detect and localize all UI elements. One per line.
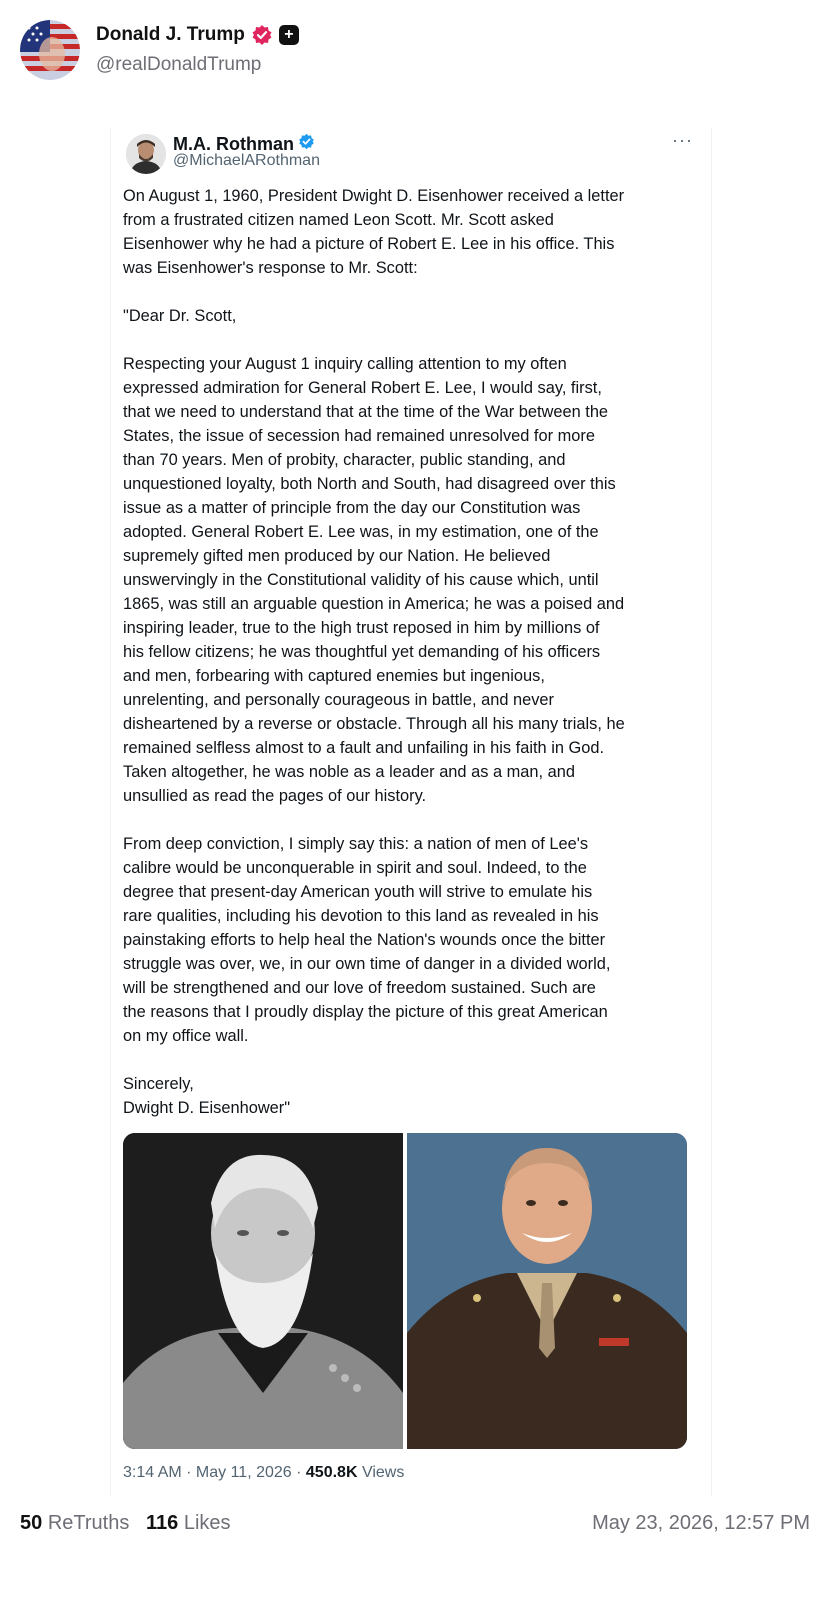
tweet-text: On August 1, 1960, President Dwight D. Eisenhower received a letter from a frustrated citizen named Leon Scott. Mr. Scott asked Eisenhower why he had a picture of Robert E. Lee in his office. This was Eisenhower's response to Mr. Scott: "Dear Dr. Scott, Respecting your August 1 inquiry calling attention to my often expressed admiration for General Robert E. Lee, I would say, first, that we need to understand that at the time of the War between the States, the issue of secession had remained unresolved for more than 70 years. Men of probity, character, public standing, and unquestioned loyalty, both North and South, had disagreed over this issue as a matter of principle from the day our Constitution was adopted. General Robert E. Lee was, in my estimation, one of the supremely gifted men produced by our Nation. He believed unswervingly in the Constitutional validity of his cause which, until 1865, was still an arguable question in America; he was a poised and inspiring leader, true to the high trust reposed in him by millions of his fellow citizens; he was thoughtful yet demanding of his officers and men, forbearing with captured enemies but ingenious, unrelenting, and personally courageous in battle, and never disheartened by a reverse or obstacle. Through all his many trials, he remained selfless almost to a fault and unfailing in his faith in God. Taken altogether, he was noble as a leader and as a man, and unsullied as read the pages of our history. From deep conviction, I simply say this: a nation of men of Lee's calibre would be unconquerable in spirit and soul. Indeed, to the degree that present-day American youth will strive to emulate his rare qualities, including his devotion to this land as revealed in his painstaking efforts to help heal the Nation's wounds once the bitter struggle was over, we, in our own time of danger in a divided world, will be strengthened and our love of freedom sustained. Such are the reasons that I proudly display the picture of this great American on my office wall. Sincerely, Dwight D. Eisenhower" — [123, 187, 625, 1117]
more-options-icon[interactable]: ··· — [672, 130, 693, 150]
author-handle[interactable]: @realDonaldTrump — [96, 54, 262, 75]
photo-eisenhower[interactable] — [407, 1133, 687, 1449]
post-header — [20, 20, 800, 80]
verified-badge-icon — [251, 24, 273, 46]
likes-label[interactable]: Likes — [183, 1512, 231, 1534]
retruths-label[interactable]: ReTruths — [47, 1512, 130, 1534]
embedded-tweet — [110, 128, 712, 1496]
avatar[interactable] — [20, 20, 80, 80]
retruths-count[interactable]: 50 — [20, 1512, 43, 1534]
tweet-author-handle[interactable]: @MichaelARothman — [173, 152, 320, 169]
post-timestamp: May 23, 2026, 12:57 PM — [592, 1512, 810, 1534]
tweet-media[interactable] — [123, 1133, 687, 1449]
views-count: 450.8K — [305, 1464, 358, 1481]
tweet-time: 3:14 AM · May 11, 2026 · — [123, 1464, 306, 1481]
tweet-avatar[interactable] — [126, 134, 166, 174]
photo-robert-e-lee[interactable] — [123, 1133, 403, 1449]
tweet-meta — [123, 1464, 404, 1482]
author-name[interactable]: Donald J. Trump — [96, 24, 245, 45]
post-footer — [20, 1512, 810, 1542]
tweet-author-name[interactable]: M.A. Rothman — [173, 133, 294, 154]
likes-count[interactable]: 116 — [146, 1512, 179, 1534]
plus-badge-icon: + — [279, 25, 299, 45]
views-label: Views — [357, 1464, 405, 1481]
